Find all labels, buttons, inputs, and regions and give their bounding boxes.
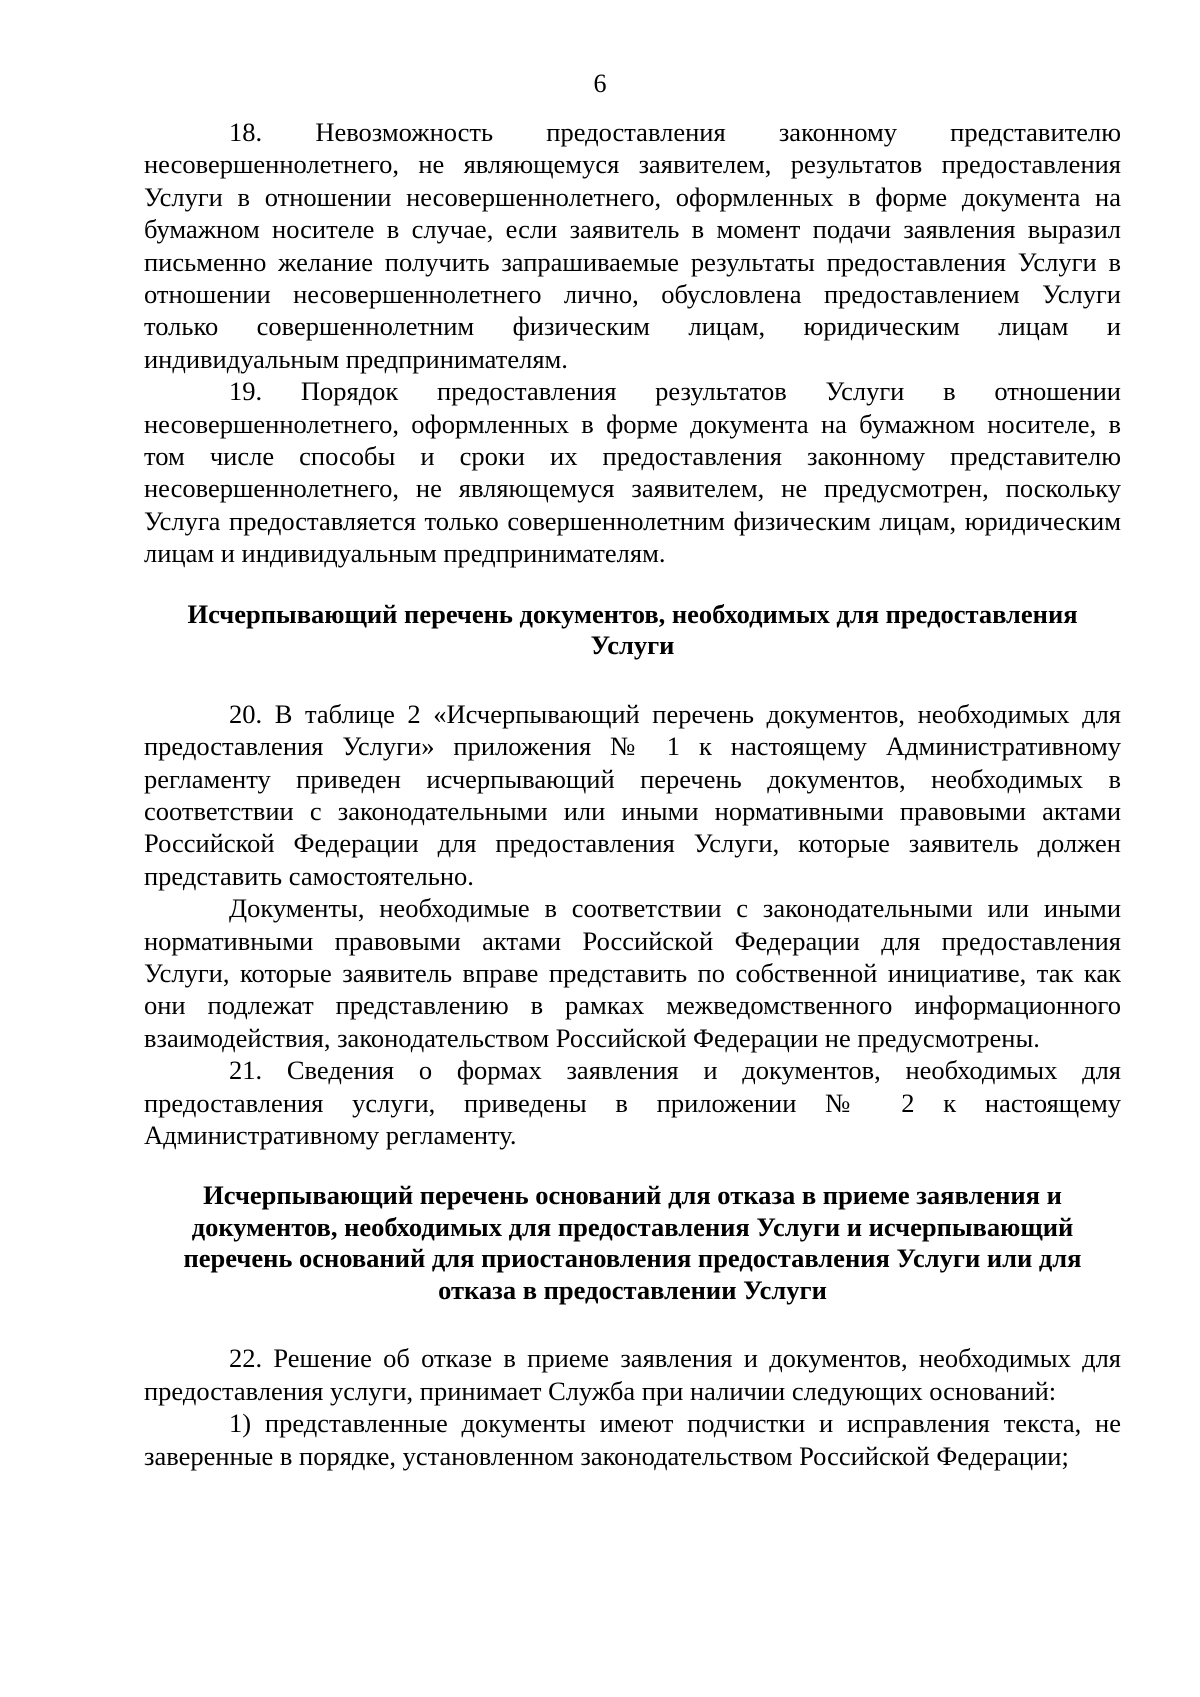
paragraph-22: 22. Решение об отказе в приеме заявления и документов, необходимых для предоставления услуги, принимает Служба при наличии следующих оснований: [144,1343,1121,1406]
paragraph-21: 21. Сведения о формах заявления и документов, необходимых для предоставления услуги, приведены в приложении № 2 к настоящему Административному регламенту. [144,1055,1121,1150]
list-item-1: 1) представленные документы имеют подчистки и исправления текста, не заверенные в порядке, установленном законодательством Российской Федерации; [144,1408,1121,1471]
paragraph-documents-initiative: Документы, необходимые в соответствии с законодательными или иными нормативными правовыми актами Российской Федерации для предоставления Услуги, которые заявитель вправе представить по собственной инициативе, так как они подлежат представлению в рамках межведомственного информационного взаимодействия, законодательством Российской Федерации не предусмотрены. [144,893,1121,1053]
page-number: 6 [593,69,607,98]
document-body [144,116,1121,1472]
paragraph-19: 19. Порядок предоставления результатов Услуги в отношении несовершеннолетнего, оформленных в форме документа на бумажном носителе, в том числе способы и сроки их предоставления законному представителю несовершеннолетнего, не являющемуся заявителем, не предусмотрен, поскольку Услуга предоставляется только совершеннолетним физическим лицам, юридическим лицам и индивидуальным предпринимателям. [144,376,1121,569]
paragraph-20: 20. В таблице 2 «Исчерпывающий перечень документов, необходимых для предоставления Услуги» приложения № 1 к настоящему Административному регламенту приведен исчерпывающий перечень документов, необходимых в соответствии с законодательными или иными нормативными правовыми актами Российской Федерации для предоставления Услуги, которые заявитель должен представить самостоятельно. [144,698,1121,891]
paragraph-18: 18. Невозможность предоставления законному представителю несовершеннолетнего, не являющемуся заявителем, результатов предоставления Услуги в отношении несовершеннолетнего, оформленных в форме документа на бумажном носителе в случае, если заявитель в момент подачи заявления выразил письменно желание получить запрашиваемые результаты предоставления Услуги в отношении несовершеннолетнего лично, обусловлена предоставлением Услуги только совершеннолетним физическим лицам, юридическим лицам и индивидуальным предпринимателям. [144,117,1121,374]
section-heading-documents: Исчерпывающий перечень документов, необходимых для предоставления Услуги [187,598,1078,661]
section-heading-refusal-grounds: Исчерпывающий перечень оснований для отказа в приеме заявления и документов, необходимых для предоставления Услуги и исчерпывающий перечень оснований для приостановления предоставления Услуги или для отказа в предоставлении Услуги [183,1180,1082,1305]
